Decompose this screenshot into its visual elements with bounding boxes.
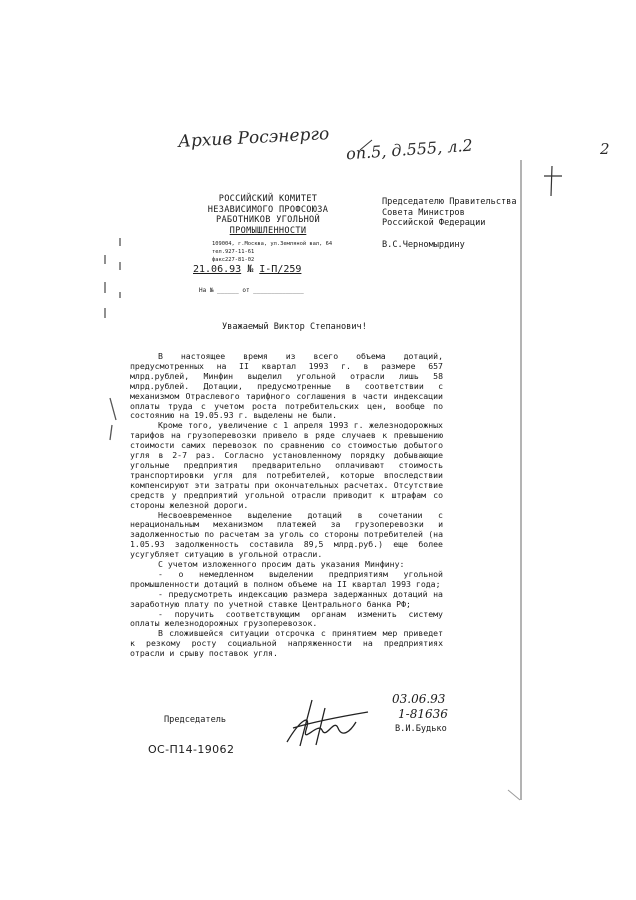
sender-address: 109004, г.Москва, ул.Земляной вал, 64: [212, 241, 333, 247]
recipient-title-line: Российской Федерации: [382, 218, 486, 229]
number-sign: №: [247, 264, 254, 275]
archive-handwritten-label: Архив Росэнерго: [177, 124, 330, 152]
body-paragraph: Кроме того, увеличение с 1 апреля 1993 г. железнодорожных тарифов на грузоперевозки привело в ряде случаев к превышению стоимости самих перевозок по сравнению со стоимостью добытого угля в 2-7 раз. Согласно установленному порядку добывающие угольные предприятия предварительно оплачивают стоимость транспортировки угля для потребителей, которые впоследствии компенсируют эти затраты при окончательных расчетах. Отсутствие средств у предприятий угольной отрасли приводит к штрафам со стороны железной дороги.: [130, 420, 443, 510]
body-paragraph: В сложившейся ситуации отсрочка с принятием мер приведет к резкому росту социальной напряженности на предприятиях отрасли и срыву поставок угля.: [130, 628, 443, 659]
page-number: 2: [600, 140, 610, 158]
recipient-title-line: Председателю Правительства: [382, 197, 517, 207]
body-paragraph: С учетом изложенного просим дать указания Минфину:: [158, 559, 405, 570]
handwritten-cross: [544, 166, 562, 196]
body-paragraph: В настоящее время из всего объема дотаций, предусмотренных на II квартал 1993 г. в размере 657 млрд.рублей, Минфин выделил угольной отрасли лишь 58 млрд.рублей. Дотации, предусмотренные в соответствии с механизмом Отраслевого тарифного соглашения в части индексации оплаты труда с учетом роста потребительских цен, вообще по состоянию на 19.05.93 г. выделены не были.: [130, 351, 443, 421]
page-corner: [508, 790, 520, 800]
handwritten-tick: [360, 140, 372, 150]
signer-name: В.И.Будько: [395, 724, 447, 734]
stamp-number: 1-81636: [398, 707, 448, 721]
body-paragraph: - о немедленном выделении предприятиям угольной промышленности дотаций в полном объеме на II квартал 1993 года;: [130, 568, 443, 589]
archive-reference: оп.5, д.555, л.2: [345, 135, 474, 164]
sender-line: НЕЗАВИСИМОГО ПРОФСОЮЗА: [207, 204, 329, 215]
closing-title: Председатель: [164, 715, 227, 725]
outgoing-date: 21.06.93: [193, 264, 242, 275]
stamp-date: 03.06.93: [392, 692, 446, 706]
salutation: Уважаемый Виктор Степанович!: [222, 322, 367, 332]
signature: [287, 700, 368, 746]
sender-line: ПРОМЫШЛЕННОСТИ: [229, 225, 307, 236]
body-paragraph: - поручить соответствующим органам изменить систему оплаты железнодорожных грузоперевозок.: [130, 608, 443, 629]
sender-phone: тел.927-11-61: [212, 249, 255, 255]
sender-line: РАБОТНИКОВ УГОЛЬНОЙ: [215, 215, 320, 226]
incoming-reference: На № ______ от ______________: [199, 287, 304, 294]
body-paragraph: - предусмотреть индексацию размера задержанных дотаций на заработную плату по учетной ставке Центрального банка РФ;: [130, 588, 443, 609]
sender-line: РОССИЙСКИЙ КОМИТЕТ: [218, 194, 318, 204]
outgoing-number-value: I-П/259: [259, 264, 302, 275]
binder-marks: [105, 238, 120, 440]
recipient-title-line: Совета Министров: [382, 207, 465, 218]
sender-fax: факс227-81-02: [212, 257, 255, 263]
body-paragraph: Несвоевременное выделение дотаций в сочетании с нерациональным механизмом платежей за грузоперевозки и задолженностью по расчетам за уголь со стороны потребителей (на 1.05.93 задолженность составила 89,5 млрд.руб.) еще более усугубляет ситуацию в угольной отрасли.: [130, 509, 443, 560]
recipient-name: В.С.Черномырдину: [382, 239, 465, 250]
registration-number: ОС-П14-19062: [148, 743, 235, 756]
